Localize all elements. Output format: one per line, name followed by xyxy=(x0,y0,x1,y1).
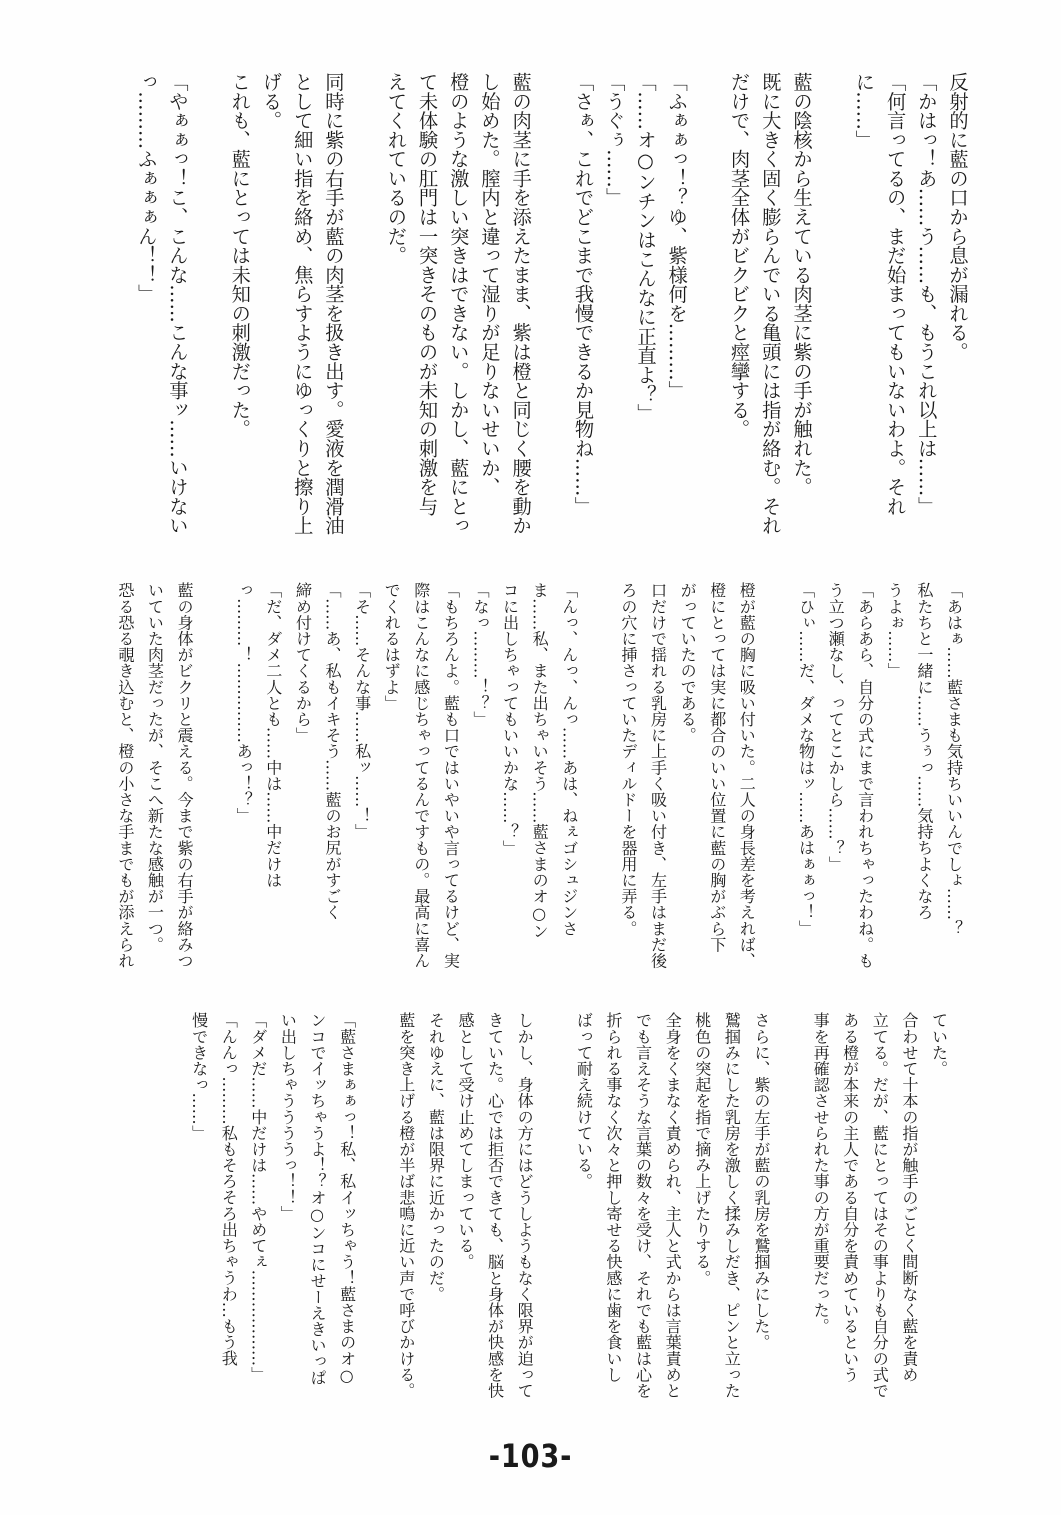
text-line: ろの穴に挿さっていたディルドーを器用に弄る。 xyxy=(618,582,638,937)
text-line: 合わせて十本の指が触手のごとく間断なく藍を責め xyxy=(899,1012,919,1383)
text-line: 恐る恐る覗き込むと、橙の小さな手までもが添えられ xyxy=(115,582,135,969)
text-line: 立てる。だが、藍にとってはその事よりも自分の式で xyxy=(869,1012,889,1399)
text-line: 「あらあら、自分の式にまで言われちゃったわね。も xyxy=(855,582,875,969)
text-line: えてくれているのだ。 xyxy=(384,72,408,265)
blank-line xyxy=(193,72,224,535)
text-line: ていた。 xyxy=(929,1012,948,1077)
text-line: っ………！……………あっ！？」 xyxy=(233,582,253,824)
page-number: -103- xyxy=(488,1437,573,1475)
text-line: コに出しちゃってもいいかな……？」 xyxy=(500,582,520,856)
text-line: 藍の身体がビクリと震える。今まで紫の右手が絡みつ xyxy=(174,582,194,969)
text-line: いていた肉茎だったが、そこへ新たな感触が一つ。 xyxy=(144,582,164,953)
text-block-bottom xyxy=(184,1012,953,1398)
blank-line xyxy=(536,72,567,535)
text-line: っ………ふぁぁぁん！！」 xyxy=(134,72,158,304)
text-line: 「なっ………！？」 xyxy=(470,582,490,727)
text-line: しかし、身体の方にはどうしようもなく限界が迫って xyxy=(514,1012,534,1399)
text-line: 全身をくまなく責められ、主人と式からは言葉責めと xyxy=(662,1012,682,1399)
text-line: 折られる事なく次々と押し寄せる快感に歯を食いし xyxy=(603,1012,623,1383)
text-line: げる。 xyxy=(259,72,283,130)
text-line: 「だ、ダメ二人とも……中は……中だけは xyxy=(263,582,283,888)
text-line: 締め付けてくるから」 xyxy=(292,582,312,743)
text-line: 「藍さまぁぁっ！私、私イッちゃう！藍さまのオ○ xyxy=(337,1012,357,1386)
text-line: 「何言ってるの、まだ始まってもいないわよ。それ xyxy=(883,72,907,516)
text-line: 際はこんなに感じちゃってるんですもの。最高に喜ん xyxy=(411,582,431,969)
text-line: 「んっ、んっ、んっ……あは、ねぇゴシュジンさ xyxy=(559,582,579,937)
text-line: それゆえに、藍は限界に近かったのだ。 xyxy=(425,1012,445,1302)
text-line: 「……あ、私もイキそう……藍のお尻がすごく xyxy=(322,582,342,921)
text-line: 「んんっ………私もそろそろ出ちゃうわ…もう我 xyxy=(218,1012,238,1367)
blank-line xyxy=(361,1012,391,1398)
text-line: し始めた。膣内と違って湿りが足りないせいか、 xyxy=(477,72,501,497)
text-line: 「そ……そんな事……私ッ……！」 xyxy=(352,582,372,840)
text-line: 「ふぁぁっ！？ゆ、紫様何を………」 xyxy=(665,72,689,400)
text-line: 「ひぃ……だ、ダメな物はッ……あはぁぁっ！」 xyxy=(796,582,816,937)
text-line: 感として受け止めてしまっている。 xyxy=(455,1012,475,1270)
text-line: 同時に紫の右手が藍の肉茎を扱き出す。愛液を潤滑油 xyxy=(321,72,345,535)
text-line: 口だけで揺れる乳房に上手く吸い付き、左手はまだ後 xyxy=(648,582,668,969)
text-line: ばって耐え続けている。 xyxy=(573,1012,593,1190)
text-line: 橙が藍の胸に吸い付いた。二人の身長差を考えれば、 xyxy=(736,582,756,969)
text-line: がっていたのである。 xyxy=(677,582,697,743)
text-line: ある橙が本来の主人である自分を責めているという xyxy=(840,1012,860,1383)
text-line: として細い指を絡め、焦らすようにゆっくりと擦り上 xyxy=(290,72,314,535)
blank-line xyxy=(761,582,791,968)
text-line: 慢できなっ……」 xyxy=(189,1012,209,1141)
blank-line xyxy=(349,72,380,535)
blank-line xyxy=(692,72,723,535)
text-line: 「もちろんよ。藍も口ではいやいや言ってるけど、実 xyxy=(440,582,460,969)
text-line: 「ダメだ……中だけは……やめてぇ………………」 xyxy=(248,1012,268,1383)
text-line: 桃色の突起を指で摘み上げたりする。 xyxy=(692,1012,712,1286)
text-line: 私たちと一緒に……うぅっ……気持ちよくなろ xyxy=(914,582,934,921)
text-line: に……」 xyxy=(852,72,876,150)
text-line: い出しちゃううううっ！！」 xyxy=(277,1012,297,1222)
blank-line xyxy=(775,1012,805,1398)
text-line: 「さぁ、これでどこまで我慢できるか見物ね……」 xyxy=(571,72,595,516)
text-line: 「あはぁ……藍さまも気持ちいいんでしょ……？ xyxy=(944,582,963,937)
blank-line xyxy=(817,72,848,535)
text-line: 鷲掴みにした乳房を激しく揉みしだき、ピンと立った xyxy=(721,1012,741,1399)
text-line: う立つ瀬なし、ってとこかしら……？」 xyxy=(825,582,845,872)
text-line: 反射的に藍の口から息が漏れる。 xyxy=(946,72,969,362)
text-line: 事を再確認させられた事の方が重要だった。 xyxy=(810,1012,830,1334)
text-line: でくれるはずよ」 xyxy=(381,582,401,711)
text-line: 藍の陰核から生えている肉茎に紫の手が触れた。 xyxy=(789,72,813,497)
blank-line xyxy=(199,582,229,968)
text-line: ま……私、また出ちゃいそう……藍さまのオ○ン xyxy=(529,582,549,940)
text-line: 藍の肉茎に手を添えたまま、紫は橙と同じく腰を動か xyxy=(509,72,533,535)
text-line: 「……オ○ンチンはこんなに正直よ？」 xyxy=(633,72,657,423)
text-line: きていた。心では拒否できても、脳と身体が快感を快 xyxy=(485,1012,505,1399)
text-line: 橙にとっては実に都合のいい位置に藍の胸がぶら下 xyxy=(707,582,727,953)
blank-line xyxy=(583,582,613,968)
text-line: うよぉ……」 xyxy=(884,582,904,679)
text-line: 藍を突き上げる橙が半ば悲鳴に近い声で呼びかける。 xyxy=(396,1012,416,1399)
text-line: 「かはっ！あ……う……も、もうこれ以上は……」 xyxy=(914,72,938,516)
text-block-middle xyxy=(110,582,968,968)
text-line: 「やぁぁっ！こ、こんな……こんな事ッ……いけない xyxy=(165,72,189,535)
text-line: ンコでイッちゃうよ！？オ○ンコにせーえきいっぱ xyxy=(307,1012,327,1386)
text-block-top xyxy=(131,72,973,535)
text-line: でも言えそうな言葉の数々を受け、それでも藍は心を xyxy=(633,1012,653,1399)
text-line: 橙のような激しい突きはできない。しかし、藍にとっ xyxy=(446,72,470,535)
text-line: さらに、紫の左手が藍の乳房を鷲掴みにした。 xyxy=(751,1012,771,1351)
blank-line xyxy=(539,1012,569,1398)
text-line: これも、藍にとっては未知の刺激だった。 xyxy=(228,72,252,439)
text-line: て未体験の肛門は一突きそのものが未知の刺激を与 xyxy=(415,72,439,516)
text-line: 既に大きく固く膨らんでいる亀頭には指が絡む。それ xyxy=(758,72,782,535)
text-line: 「うぐぅ……」 xyxy=(602,72,626,208)
text-line: だけで、肉茎全体がビクビクと痙攣する。 xyxy=(727,72,751,439)
